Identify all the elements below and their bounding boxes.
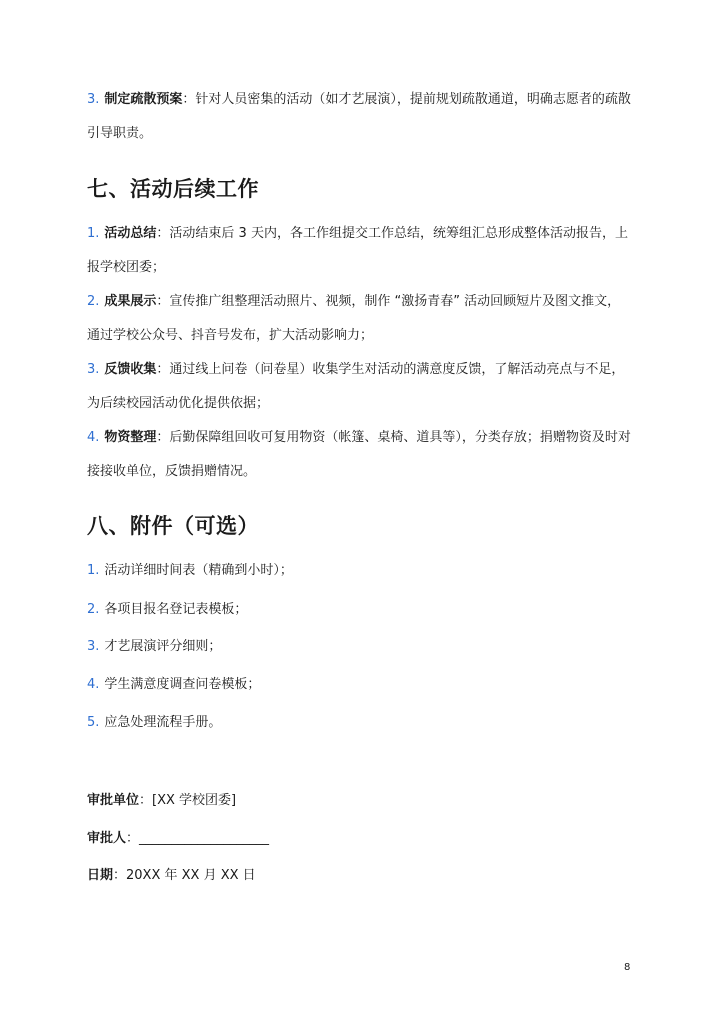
list-number: 1. [87, 226, 100, 241]
list-item-summary [87, 217, 632, 285]
approval-person-value: ：____________________ [126, 831, 270, 846]
list-item-attachment [87, 630, 632, 664]
list-number: 5. [87, 715, 100, 730]
approval-date [87, 866, 256, 886]
approval-unit-value: ：[XX 学校团委] [139, 793, 237, 808]
list-item-attachment [87, 554, 632, 588]
item-text: 才艺展演评分细则； [104, 639, 222, 654]
list-item-attachment [87, 593, 632, 627]
item-label: 物资整理 [104, 430, 157, 445]
item-text: 活动详细时间表（精确到小时）； [104, 563, 293, 578]
list-number: 2. [87, 294, 100, 309]
list-number: 4. [87, 677, 100, 692]
item-text: ：活动结束后 3 天内，各工作组提交工作总结，统筹组汇总形成整体活动报告，上报学校团委； [87, 226, 628, 275]
list-item-attachment [87, 668, 632, 702]
item-text: ：后勤保障组回收可复用物资（帐篷、桌椅、道具等），分类存放；捐赠物资及时对接接收单位，反馈捐赠情况。 [87, 430, 631, 479]
list-item-showcase [87, 285, 632, 353]
item-text: 各项目报名登记表模板； [104, 602, 248, 617]
approval-date-label: 日期 [87, 868, 114, 883]
list-item-attachment [87, 706, 632, 740]
list-item-feedback [87, 353, 632, 421]
item-text: 学生满意度调查问卷模板； [104, 677, 261, 692]
list-number: 3. [87, 362, 100, 377]
item-label: 成果展示 [104, 294, 157, 309]
list-item-evacuation-plan [87, 83, 632, 151]
item-text: ：通过线上问卷（问卷星）收集学生对活动的满意度反馈，了解活动亮点与不足，为后续校园活动优化提供依据； [87, 362, 625, 411]
approval-date-value: ：20XX 年 XX 月 XX 日 [113, 868, 256, 883]
list-item-materials [87, 421, 632, 489]
section-heading-attachments: 八、附件（可选） [87, 514, 259, 538]
section-heading-follow-up: 七、活动后续工作 [87, 177, 259, 201]
item-label: 活动总结 [104, 226, 157, 241]
item-text: 应急处理流程手册。 [104, 715, 222, 730]
approval-person [87, 829, 269, 849]
list-number: 3. [87, 639, 100, 654]
list-number: 1. [87, 563, 100, 578]
item-text: ：宣传推广组整理活动照片、视频，制作 “激扬青春” 活动回顾短片及图文推文，通过学校公众号、抖音号发布，扩大活动影响力； [87, 294, 621, 343]
approval-unit-label: 审批单位 [87, 793, 140, 808]
approval-person-label: 审批人 [87, 831, 127, 846]
page-number: 8 [624, 962, 631, 973]
item-label: 反馈收集 [104, 362, 157, 377]
list-number: 3. [87, 92, 100, 107]
item-label: 制定疏散预案 [104, 92, 183, 107]
list-number: 4. [87, 430, 100, 445]
item-text: ：针对人员密集的活动（如才艺展演），提前规划疏散通道，明确志愿者的疏散引导职责。 [87, 92, 631, 141]
list-number: 2. [87, 602, 100, 617]
approval-unit [87, 791, 236, 811]
